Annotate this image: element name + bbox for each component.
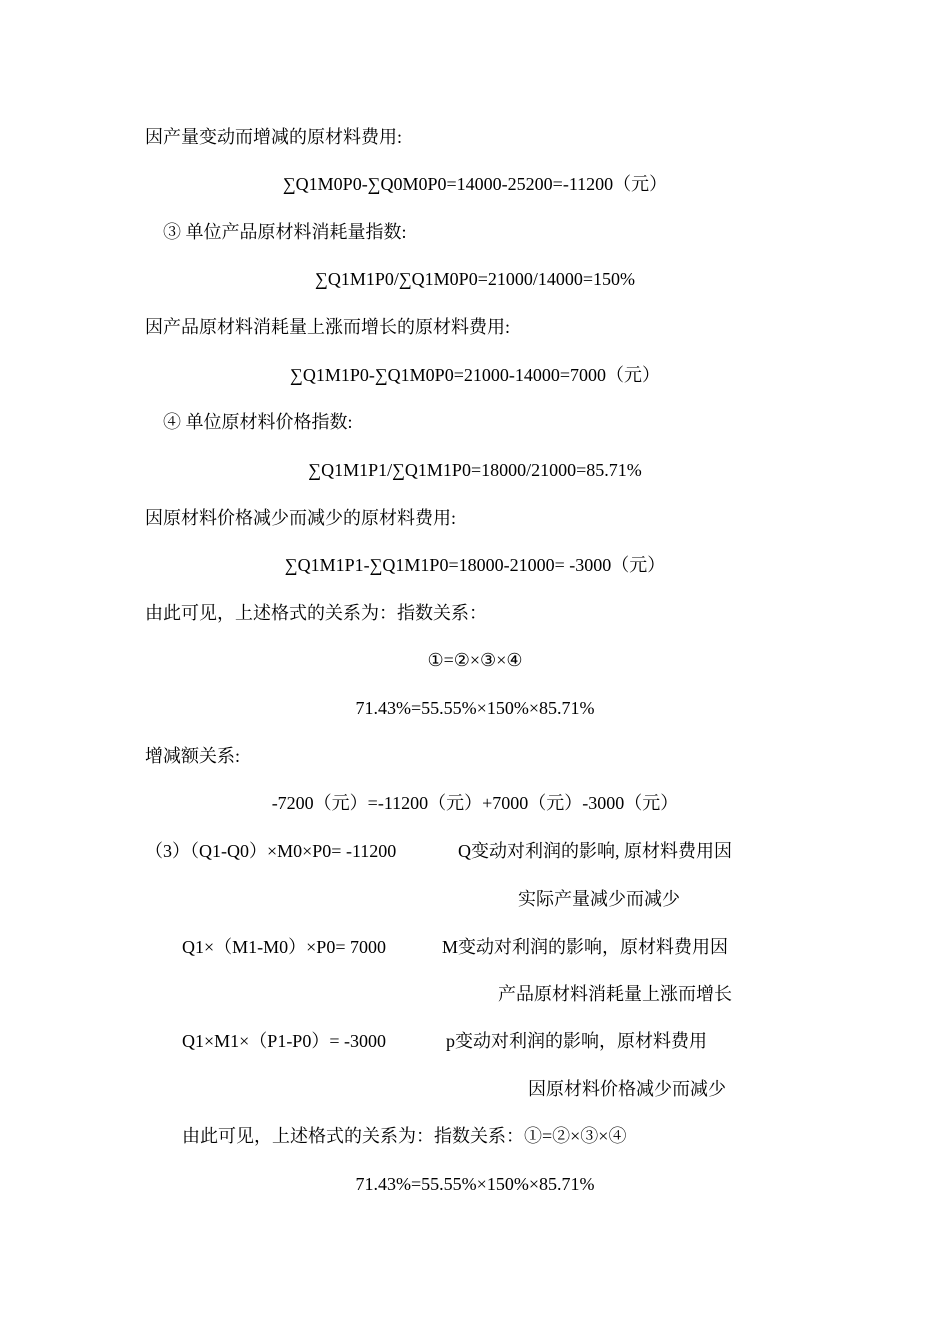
formula-line: 71.43%=55.55%×150%×85.71%: [355, 1174, 595, 1194]
text-line: 因原材料价格减少而减少: [528, 1079, 726, 1099]
text-line: 由此可见，上述格式的关系为：指数关系：: [145, 603, 487, 623]
text-line: 因产品原材料消耗量上涨而增长的原材料费用:: [145, 317, 510, 337]
formula-line: ∑Q1M0P0-∑Q0M0P0=14000-25200=-11200（元）: [282, 174, 668, 194]
formula-line: ∑Q1M1P0-∑Q1M0P0=21000-14000=7000（元）: [290, 365, 660, 385]
formula-line: ∑Q1M1P0/∑Q1M0P0=21000/14000=150%: [315, 269, 635, 289]
formula-line: Q1×M1×（P1-P0）= -3000: [182, 1031, 386, 1051]
section-heading: ④ 单位原材料价格指数:: [163, 412, 353, 432]
text-line: 增减额关系:: [145, 746, 241, 766]
text-line: p变动对利润的影响，原材料费用: [446, 1031, 707, 1051]
text-line: 产品原材料消耗量上涨而增长: [498, 984, 732, 1004]
formula-line: ∑Q1M1P1/∑Q1M1P0=18000/21000=85.71%: [308, 460, 642, 480]
text-line: M变动对利润的影响，原材料费用因: [442, 937, 729, 957]
text-line: Q变动对利润的影响, 原材料费用因: [458, 841, 732, 861]
text-line: 因产量变动而增减的原材料费用:: [145, 127, 402, 147]
formula-line: Q1×（M1-M0）×P0= 7000: [182, 937, 386, 957]
section-heading: ③ 单位产品原材料消耗量指数:: [163, 222, 407, 242]
text-line: 由此可见，上述格式的关系为：指数关系：①=②×③×④: [182, 1126, 627, 1146]
text-line: 实际产量减少而减少: [518, 889, 680, 909]
formula-line: -7200（元）=-11200（元）+7000（元）-3000（元）: [271, 793, 679, 813]
formula-line: 71.43%=55.55%×150%×85.71%: [355, 698, 595, 718]
text-line: 因原材料价格减少而减少的原材料费用:: [145, 508, 456, 528]
formula-line: ∑Q1M1P1-∑Q1M1P0=18000-21000= -3000（元）: [284, 555, 666, 575]
formula-line: （3）（Q1-Q0）×M0×P0= -11200: [145, 841, 397, 861]
formula-line: ①=②×③×④: [427, 650, 523, 670]
